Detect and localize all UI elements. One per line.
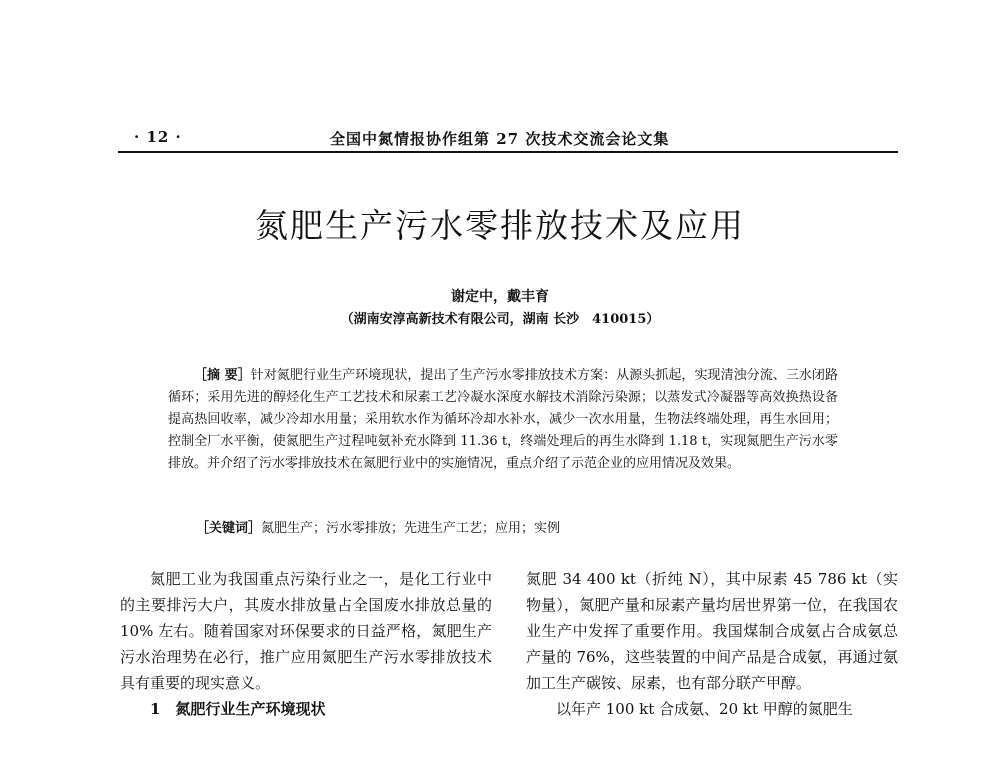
body-paragraph-continued: 氮肥 34 400 kt（折纯 N），其中尿素 45 786 kt（实物量），氮肥产量和尿素产量均居世界第一位，在我国农业生产中发挥了重要作用。我国煤制合成氨占合成氨总产量的 76%，这些装置的中间产品是合成氨，再通过氨加工生产碳铵、尿素，也有部分联产甲醇。 <box>526 570 898 692</box>
page-number: · 12 · <box>134 128 182 146</box>
article-authors: 谢定中，戴丰育 <box>451 289 549 305</box>
body-paragraph: 以年产 100 kt 合成氨、20 kt 甲醇的氮肥生 <box>556 700 853 718</box>
article-affiliation: （湖南安淳高新技术有限公司，湖南 长沙 410015） <box>340 312 660 327</box>
body-paragraph: 氮肥工业为我国重点污染行业之一，是化工行业中的主要排污大户，其废水排放量占全国废水排放总量的 10% 左右。随着国家对环保要求的日益严格，氮肥生产污水治理势在必行，推广应用氮肥生产污水零排放技术具有重要的现实意义。 <box>120 570 492 692</box>
abstract-label: ［摘 要］ <box>194 368 251 383</box>
keywords-text: 氮肥生产；污水零排放；先进生产工艺；应用；实例 <box>261 521 561 536</box>
abstract <box>168 365 838 475</box>
running-header <box>118 124 898 150</box>
body-column-left <box>120 566 492 722</box>
section-heading: 1 氮肥行业生产环境现状 <box>150 700 326 718</box>
article-title: 氮肥生产污水零排放技术及应用 <box>255 206 745 245</box>
keywords-label: ［关键词］ <box>196 521 262 536</box>
header-rule <box>118 151 898 153</box>
keywords <box>196 518 836 540</box>
body-column-right <box>526 566 898 722</box>
abstract-text: 针对氮肥行业生产环境现状，提出了生产污水零排放技术方案：从源头抓起，实现清浊分流、三水闭路循环；采用先进的醇烃化生产工艺技术和尿素工艺冷凝水深度水解技术消除污染源；以蒸发式冷凝器等高效换热设备提高热回收率，减少冷却水用量；采用软水作为循环冷却水补水，减少一次水用量，生物法终端处理，再生水回用；控制全厂水平衡，使氮肥生产过程吨氨补充水降到 11.36 t，终端处理后的再生水降到 1.18 t，实现氮肥生产污水零排放。并介绍了污水零排放技术在氮肥行业中的实施情况，重点介绍了示范企业的应用情况及效果。 <box>168 368 838 471</box>
running-title: 全国中氮情报协作组第 27 次技术交流会论文集 <box>330 130 670 148</box>
